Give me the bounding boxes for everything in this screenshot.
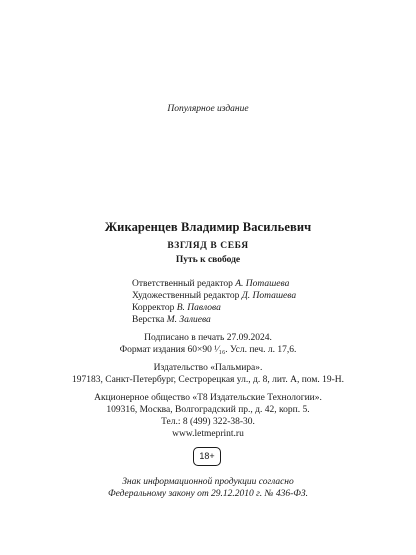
credit-line [132,314,211,326]
book-title: ВЗГЛЯД В СЕБЯ [167,241,249,251]
credit-name: А. Поташева [235,279,290,289]
author-name: Жикаренцев Владимир Васильевич [104,220,312,234]
printer-address: 109316, Москва, Волгоградский пр., д. 42, корп. 5. [106,405,310,415]
book-subtitle: Путь к свободе [175,255,241,265]
signed-date: Подписано в печать 27.09.2024. [144,333,272,343]
credit-role: Верстка [132,315,165,325]
credit-line [132,290,296,302]
credit-name: Д. Поташева [241,291,297,301]
printer-name: Акционерное общество «Т8 Издательские Технологии». [94,393,322,403]
credit-line [132,302,221,314]
credit-role: Корректор [132,303,175,313]
format-info: Формат издания 60×90 ¹⁄₁₆. Усл. печ. л. 17,6. [119,345,297,355]
credit-role: Ответственный редактор [132,279,233,289]
credit-line [132,278,289,290]
credit-name: М. Залиева [166,315,211,325]
age-rating-badge: 18+ [193,447,221,466]
publisher-address: 197183, Санкт-Петербург, Сестрорецкая ул., д. 8, лит. А, пом. 19-Н. [71,375,345,385]
edition-type: Популярное издание [167,104,249,114]
credit-name: В. Павлова [176,303,221,313]
publisher-name: Издательство «Пальмира». [153,363,263,373]
legal-notice-line-1: Знак информационной продукции согласно [122,477,294,487]
printer-phone: Тел.: 8 (499) 322-38-30. [161,417,255,427]
legal-notice-line-2: Федеральному закону от 29.12.2010 г. № 436-ФЗ. [108,489,308,499]
credit-role: Художественный редактор [132,291,240,301]
printer-website: www.letmeprint.ru [172,429,244,439]
